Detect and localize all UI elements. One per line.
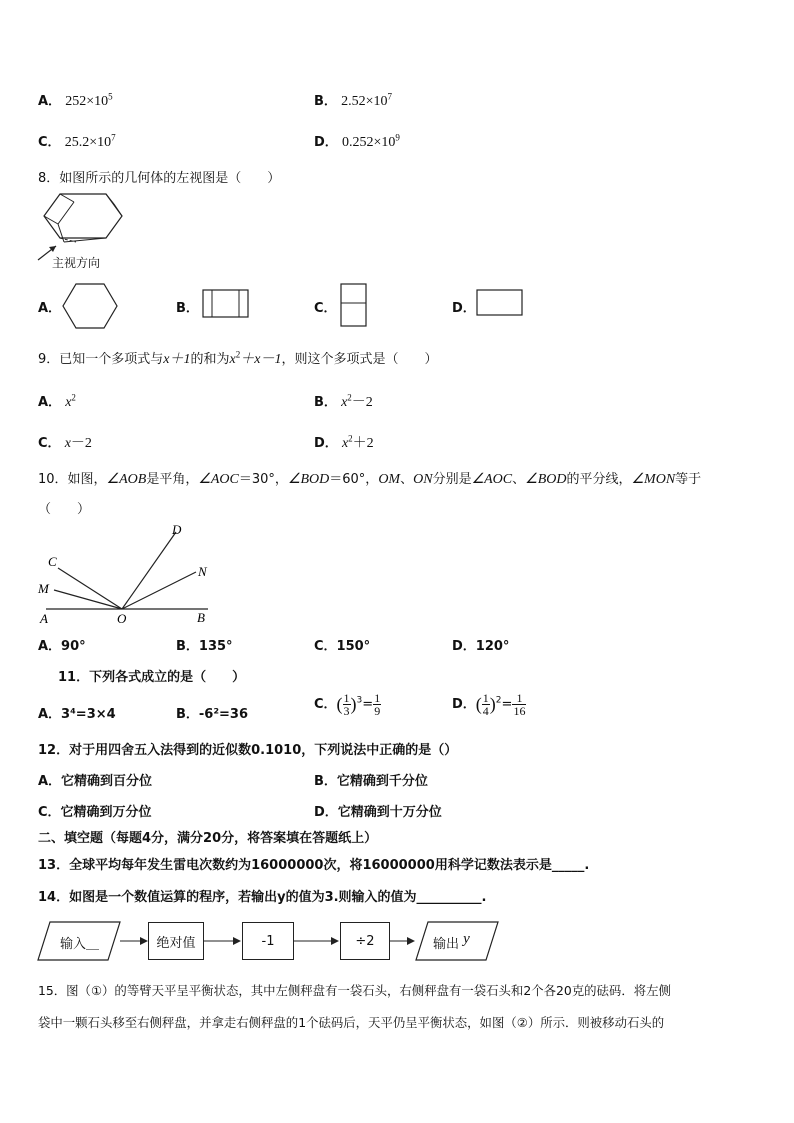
section-2-heading: 二、填空题（每题4分，满分20分，将答案填在答题纸上） [38,831,378,846]
q11-option-d: D．( $\frac{1}{4}$ )$^2$= $\frac{1}{16}$ [452,691,526,718]
q9-stem: 9．已知一个多项式与x＋1的和为$x^2+x-1$，则这个多项式是（ ） [38,349,438,367]
q10-option-c: C．150° [314,639,371,654]
q12-option-d: D．它精确到十万分位 [314,805,442,820]
q13-stem: 13．全球平均每年发生雷电次数约为16000000次，将16000000用科学记数法表示是_____. [38,858,590,873]
q8-option-b-label: B． [176,301,199,316]
point-o-label: O [117,611,127,626]
q15-line1: 15．图（①）的等臂天平呈平衡状态，其中左侧秤盘有一袋石头，右侧秤盘有一袋石头和2个各20克的砝码．将左侧 [38,983,671,998]
q14-stem: 14．如图是一个数值运算的程序，若输出y的值为3.则输入的值为__________. [38,890,487,905]
q9-option-b: B． $x^2-2$ [314,392,373,410]
q10-option-a: A．90° [38,639,86,654]
q12-option-b: B．它精确到千分位 [314,774,428,789]
q7-option-a: A． $252\times 10^5$ [38,91,113,109]
q7-option-d: D． $0.252\times 10^9$ [314,132,400,150]
q12-option-a: A．它精确到百分位 [38,774,153,789]
q11-option-b: B．-6²=36 [176,707,249,722]
q8-option-c-rectangles [340,283,368,328]
q10-stem-line1: 10．如图，∠AOB是平角，∠AOC＝30°，∠BOD＝60°，OM、ON分别是∠AOC、∠BOD的平分线，∠MON等于 [38,472,702,487]
q9-option-c: C． x－2 [38,436,92,451]
q8-option-c-label: C． [314,301,337,316]
q8-option-a-hexagon [62,282,118,330]
q11-option-c: C．( $\frac{1}{3}$ )$^3$= $\frac{1}{9}$ [314,691,381,718]
flow-output-label: 输出 y [433,931,470,952]
q9-option-a: A． $x^2$ [38,392,76,410]
q8-option-b-rectangles [202,289,250,319]
q8-view-direction-caption: 主视方向 [52,256,101,270]
point-c-label: C [48,554,57,569]
q10-angle-figure [36,520,226,625]
point-m-label: M [38,581,49,596]
flow-absolute-value-box: 绝对值 [148,922,204,960]
q8-option-a-label: A． [38,301,62,316]
point-a-label: A [40,611,48,626]
flow-minus-one-box: -1 [242,922,294,960]
q8-stem: 8．如图所示的几何体的左视图是（ ） [38,171,281,186]
q11-stem: 11．下列各式成立的是（ ） [58,670,246,685]
point-d-label: D [172,522,182,537]
q7-option-c: C． $25.2\times 10^7$ [38,132,116,150]
point-b-label: B [197,610,205,625]
q8-option-d-rectangle [476,289,524,317]
q10-option-d: D．120° [452,639,510,654]
point-n-label: N [198,564,207,579]
q11-option-a: A．3⁴=3×4 [38,707,116,722]
q10-stem-line2: （ ） [38,502,91,517]
flow-divide-two-box: ÷2 [340,922,390,960]
q9-option-d: D． $x^2+2$ [314,433,374,451]
q11-d-result-fraction: $\frac{1}{16}$ [513,691,526,718]
flow-input-label: 输入＿ [60,937,100,952]
q7-option-b: B． $2.52\times 10^7$ [314,91,392,109]
q15-line2: 袋中一颗石头移至右侧秤盘，并拿走右侧秤盘的1个砝码后，天平仍呈平衡状态，如图（②）所示．则被移动石头的 [38,1015,665,1030]
q12-stem: 12．对于用四舍五入法得到的近似数0.1010，下列说法中正确的是（） [38,743,458,758]
q12-option-c: C．它精确到万分位 [38,805,152,820]
q11-c-fraction: $\frac{1}{3}$ [343,691,350,718]
q10-option-b: B．135° [176,639,233,654]
q11-d-fraction: $\frac{1}{4}$ [482,691,489,718]
q11-c-result-fraction: $\frac{1}{9}$ [374,691,381,718]
q8-option-d-label: D． [452,301,476,316]
